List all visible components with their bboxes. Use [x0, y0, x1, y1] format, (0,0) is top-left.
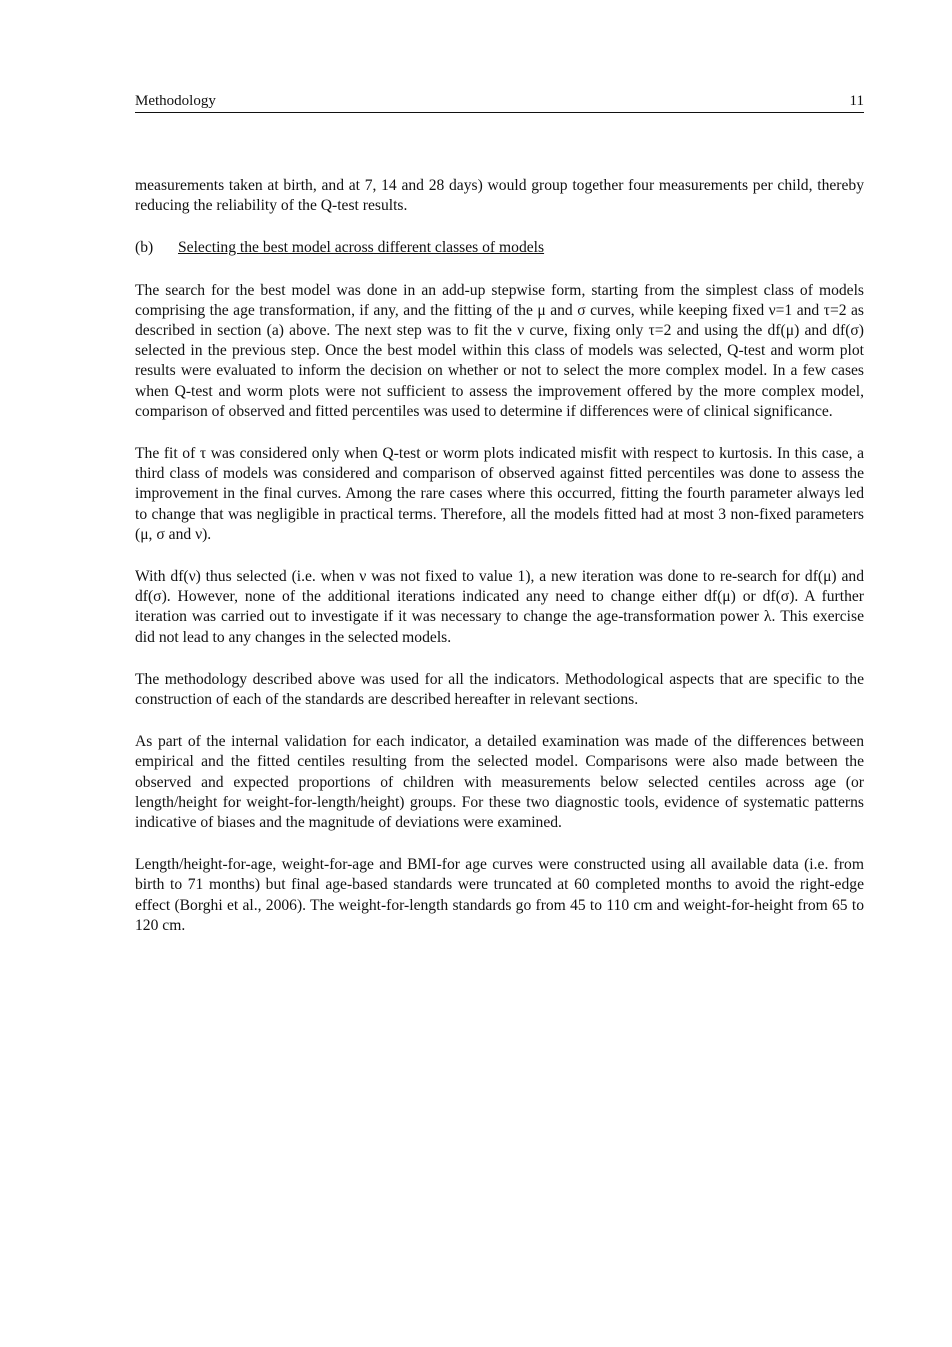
- subsection-marker: (b): [135, 239, 154, 257]
- paragraph-continuation: measurements taken at birth, and at 7, 14 and 28 days) would group together four measurements per child, thereby reducing the reliability of the Q-test results.: [135, 177, 864, 215]
- header-page-number: 11: [849, 93, 864, 109]
- header-section-title: Methodology: [135, 93, 216, 109]
- paragraph-methodology-scope: The methodology described above was used for all the indicators. Methodological aspects that are specific to the construction of each of the standards are described hereafter in relevant sections.: [135, 670, 864, 709]
- paragraph-internal-validation: As part of the internal validation for each indicator, a detailed examination was made of the differences between empirical and the fitted centiles resulting from the selected model. Comparisons were also made between the observed and expected proportions of children with measurements below selected centiles across age (or length/height for weight-for-length/height) groups. For these two diagnostic tools, evidence of systematic patterns indicative of biases and the magnitude of deviations were examined.: [135, 733, 864, 832]
- paragraph-df-iteration: With df(ν) thus selected (i.e. when ν was not fixed to value 1), a new iteration was done to re-search for df(μ) and df(σ). However, none of the additional iterations indicated any need to change either df(μ) or df(σ). A further iteration was carried out to investigate if it was necessary to change the age-transformation power λ. This exercise did not lead to any changes in the selected models.: [135, 568, 864, 646]
- paragraph-curve-construction: Length/height-for-age, weight-for-age and BMI-for age curves were constructed using all available data (i.e. from birth to 71 months) but final age-based standards were truncated at 60 completed months to avoid the right-edge effect (Borghi et al., 2006). The weight-for-length standards go from 45 to 110 cm and weight-for-height from 65 to 120 cm.: [135, 856, 864, 934]
- running-header: [135, 91, 864, 113]
- paragraph-stepwise-search: The search for the best model was done in an add-up stepwise form, starting from the simplest class of models comprising the age transformation, if any, and the fitting of the μ and σ curves, while keeping fixed ν=1 and τ=2 as described in section (a) above. The next step was to fit the ν curve, fixing only τ=2 and using the df(μ) and df(σ) selected in the previous step. Once the best model within this class of models was selected, Q-test and worm plot results were evaluated to inform the decision on whether or not to select the more complex model. In a few cases when Q-test and worm plots were not sufficient to assess the improvement offered by the more complex model, comparison of observed and fitted percentiles was used to determine if differences were of clinical significance.: [135, 281, 864, 420]
- body-text: [135, 176, 864, 958]
- subsection-heading: [135, 238, 864, 258]
- paragraph-tau-fit: The fit of τ was considered only when Q-test or worm plots indicated misfit with respect to kurtosis. In this case, a third class of models was considered and comparison of observed against fitted percentiles was done to assess the improvement in the final curves. Among the rare cases where this occurred, fitting the fourth parameter always led to change that was negligible in practical terms. Therefore, all the models fitted had at most 3 non-fixed parameters (μ, σ and ν).: [135, 445, 864, 543]
- subsection-title: Selecting the best model across different classes of models: [178, 239, 545, 257]
